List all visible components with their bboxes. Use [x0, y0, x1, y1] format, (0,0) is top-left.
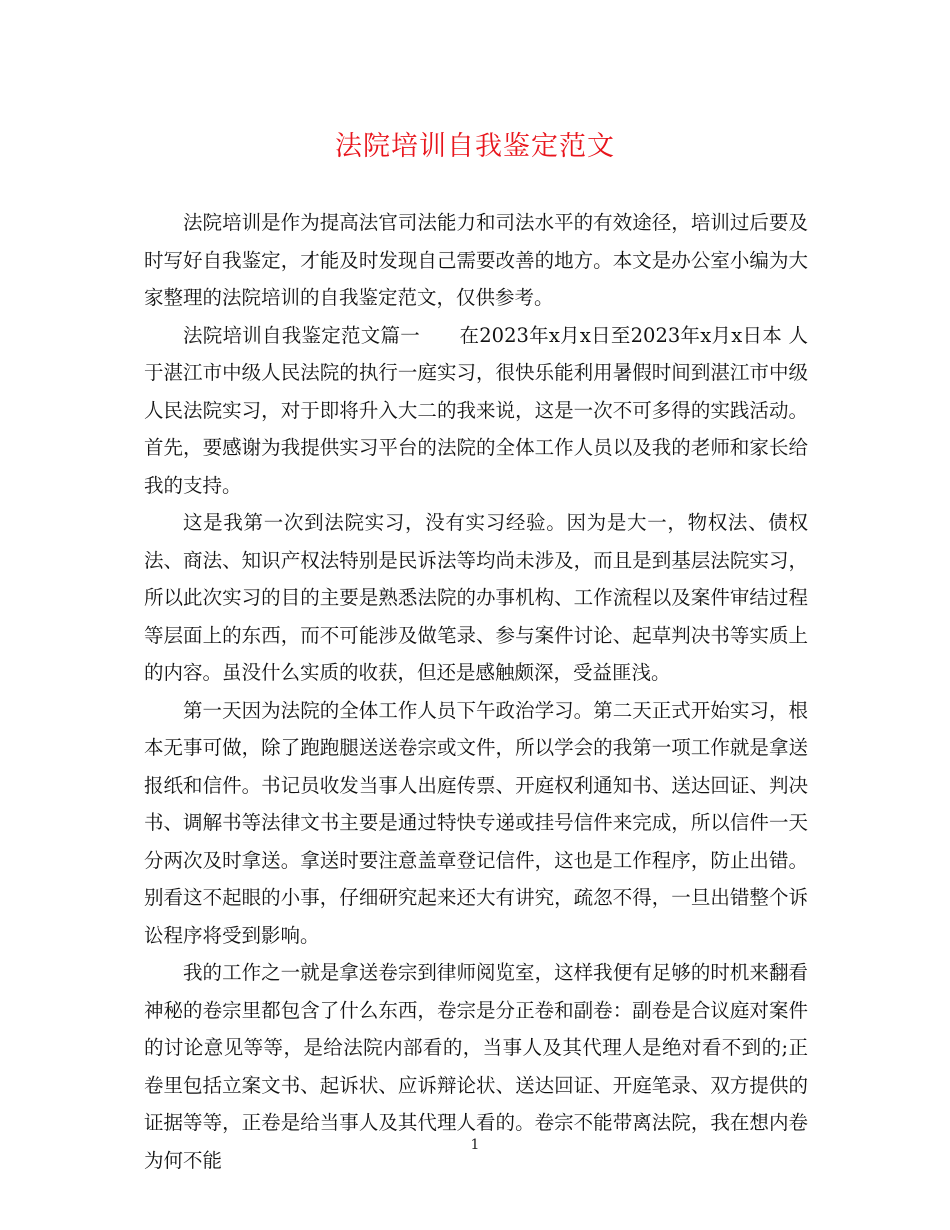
- paragraph-intro: 法院培训是作为提高法官司法能力和司法水平的有效途径，培训过后要及时写好自我鉴定，才能及时发现自己需要改善的地方。本文是办公室小编为大家整理的法院培训的自我鉴定范文，仅供参考。: [144, 211, 808, 309]
- paragraph-first-day: 第一天因为法院的全体工作人员下午政治学习。第二天正式开始实习，根本无事可做，除了跑跑腿送送卷宗或文件，所以学会的我第一项工作就是拿送报纸和信件。书记员收发当事人出庭传票、开庭权利通知书、送达回证、判决书、调解书等法律文书主要是通过特快专递或挂号信件来完成，所以信件一天分两次及时拿送。拿送时要注意盖章登记信件，这也是工作程序，防止出错。别看这不起眼的小事，仔细研究起来还大有讲究，疏忽不得，一旦出错整个诉讼程序将受到影响。: [144, 698, 808, 947]
- paragraph-first-internship: 这是我第一次到法院实习，没有实习经验。因为是大一，物权法、债权法、商法、知识产权法特别是民诉法等均尚未涉及，而且是到基层法院实习，所以此次实习的目的主要是熟悉法院的办事机构、工作流程以及案件审结过程等层面上的东西，而不可能涉及做笔录、参与案件讨论、起草判决书等实质上的内容。虽没什么实质的收获，但还是感触颇深，受益匪浅。: [144, 511, 808, 684]
- page-number: 1: [470, 1137, 480, 1153]
- document-title: 法院培训自我鉴定范文: [335, 131, 615, 162]
- document-body: [144, 204, 808, 1179]
- paragraph-part-one: 法院培训自我鉴定范文篇一 在2023年x月x日至2023年x月x日本 人于湛江市中级人民法院的执行一庭实习，很快乐能利用暑假时间到湛江市中级人民法院实习，对于即将升入大二的我来说，这是一次不可多得的实践活动。首先，要感谢为我提供实习平台的法院的全体工作人员以及我的老师和家长给我的支持。: [144, 323, 808, 497]
- paragraph-case-files: 我的工作之一就是拿送卷宗到律师阅览室，这样我便有足够的时机来翻看神秘的卷宗里都包含了什么东西，卷宗是分正卷和副卷：副卷是合议庭对案件的讨论意见等等，是给法院内部看的，当事人及其代理人是绝对看不到的;正卷里包括立案文书、起诉状、应诉辩论状、送达回证、开庭笔录、双方提供的证据等等，正卷是给当事人及其代理人看的。卷宗不能带离法院，我在想内卷为何不能: [144, 961, 808, 1172]
